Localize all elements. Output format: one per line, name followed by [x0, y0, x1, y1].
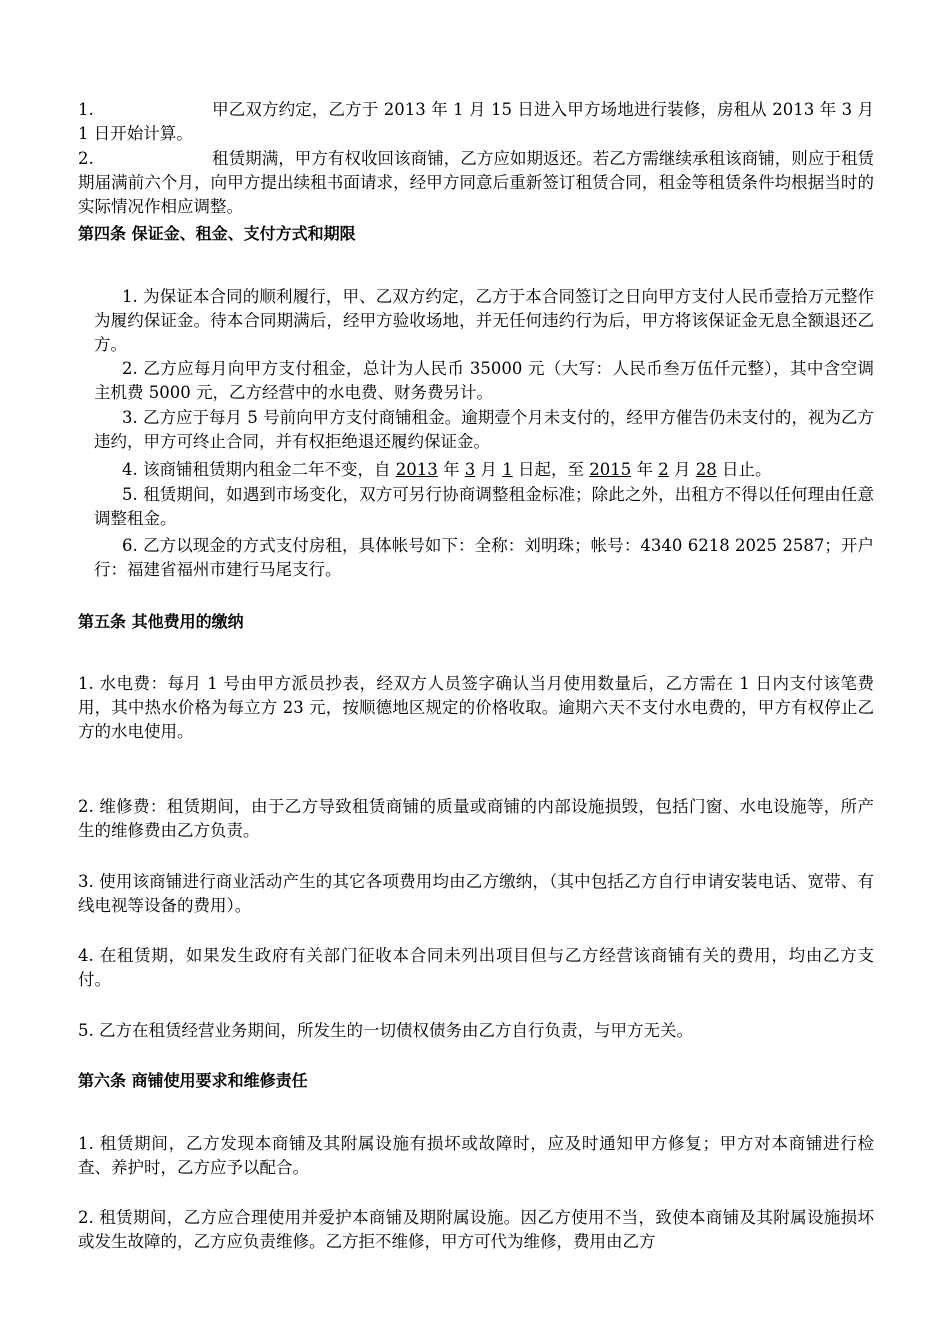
item4-text-6: 日止。: [716, 460, 772, 479]
article6-item-1: 1. 租赁期间，乙方发现本商铺及其附属设施有损坏或故障时，应及时通知甲方修复；甲方对本商铺进行检查、养护时，乙方应予以配合。: [78, 1134, 874, 1177]
article4-item-3: 3. 乙方应于每月 5 号前向甲方支付商铺租金。逾期壹个月未支付的，经甲方催告仍未支付的，视为乙方违约，甲方可终止合同，并有权拒绝退还履约保证金。: [94, 408, 874, 451]
end-year: 2015: [589, 460, 632, 479]
intro-item-2-number: 2.: [78, 149, 94, 168]
article5-title: 第五条 其他费用的缴纳: [78, 612, 244, 631]
item4-text-1: 年: [437, 460, 465, 479]
article5-item-5: 5. 乙方在租赁经营业务期间，所发生的一切债权债务由乙方自行负责，与甲方无关。: [78, 1021, 693, 1040]
intro-item-2-text: 租赁期满，甲方有权收回该商铺，乙方应如期返还。若乙方需继续承租该商铺，则应于租赁期届满前六个月，向甲方提出续租书面请求，经甲方同意后重新签订租赁合同，租金等租赁条件均根据当时的实际情况作相应调整。: [78, 149, 874, 216]
article4-item-4: [94, 458, 874, 482]
article5-item-4: 4. 在租赁期，如果发生政府有关部门征收本合同未列出项目但与乙方经营该商铺有关的费用，均由乙方支付。: [78, 946, 874, 989]
article4-item-1: 1. 为保证本合同的顺利履行，甲、乙双方约定，乙方于本合同签订之日向甲方支付人民币壹拾万元整作为履约保证金。待本合同期满后，经甲方验收场地，并无任何违约行为后，甲方将该保证金无息全额退还乙方。: [94, 287, 874, 354]
article4-item-5: 5. 租赁期间，如遇到市场变化，双方可另行协商调整租金标准；除此之外，出租方不得以任何理由任意调整租金。: [94, 485, 874, 528]
item4-text-5: 月: [668, 460, 696, 479]
intro-item-1: [78, 98, 874, 146]
item4-text-4: 年: [631, 460, 659, 479]
article4-title: 第四条 保证金、租金、支付方式和期限: [78, 224, 356, 243]
intro-item-1-text: 甲乙双方约定，乙方于 2013 年 1 月 15 日进入甲方场地进行装修，房租从 2013 年 3 月 1 日开始计算。: [78, 100, 874, 143]
start-month: 3: [464, 460, 476, 479]
start-day: 1: [502, 460, 513, 479]
article4-item-6: 6. 乙方以现金的方式支付房租，具体帐号如下：全称：刘明珠；帐号：4340 6218 2025 2587；开户行：福建省福州市建行马尾支行。: [94, 536, 874, 579]
article5-item-2: 2. 维修费：租赁期间，由于乙方导致租赁商铺的质量或商铺的内部设施损毁，包括门窗、水电设施等，所产生的维修费由乙方负责。: [78, 797, 874, 840]
intro-item-2: [78, 147, 874, 219]
item4-text-3: 日起，至: [512, 460, 590, 479]
start-year: 2013: [395, 460, 438, 479]
article6-title: 第六条 商铺使用要求和维修责任: [78, 1071, 308, 1090]
article4-item-2: 2. 乙方应每月向甲方支付租金，总计为人民币 35000 元（大写：人民币叁万伍仟元整），其中含空调主机费 5000 元，乙方经营中的水电费、财务费另计。: [94, 359, 874, 402]
intro-item-1-number: 1.: [78, 100, 94, 119]
end-day: 28: [695, 460, 717, 479]
item4-prefix: 4. 该商铺租赁期内租金二年不变，自: [122, 460, 396, 479]
article6-item-2: 2. 租赁期间，乙方应合理使用并爱护本商铺及期附属设施。因乙方使用不当，致使本商铺及其附属设施损坏或发生故障的，乙方应负责维修。乙方拒不维修，甲方可代为维修，费用由乙方: [78, 1208, 874, 1251]
article5-item-3: 3. 使用该商铺进行商业活动产生的其它各项费用均由乙方缴纳，（其中包括乙方自行申请安装电话、宽带、有线电视等设备的费用）。: [78, 872, 874, 915]
end-month: 2: [658, 460, 669, 479]
item4-text-2: 月: [475, 460, 503, 479]
article5-item-1: 1. 水电费：每月 1 号由甲方派员抄表，经双方人员签字确认当月使用数量后，乙方需在 1 日内支付该笔费用，其中热水价格为每立方 23 元，按顺德地区规定的价格收取。逾期六天不支付水电费的，甲方有权停止乙方的水电使用。: [78, 674, 874, 741]
